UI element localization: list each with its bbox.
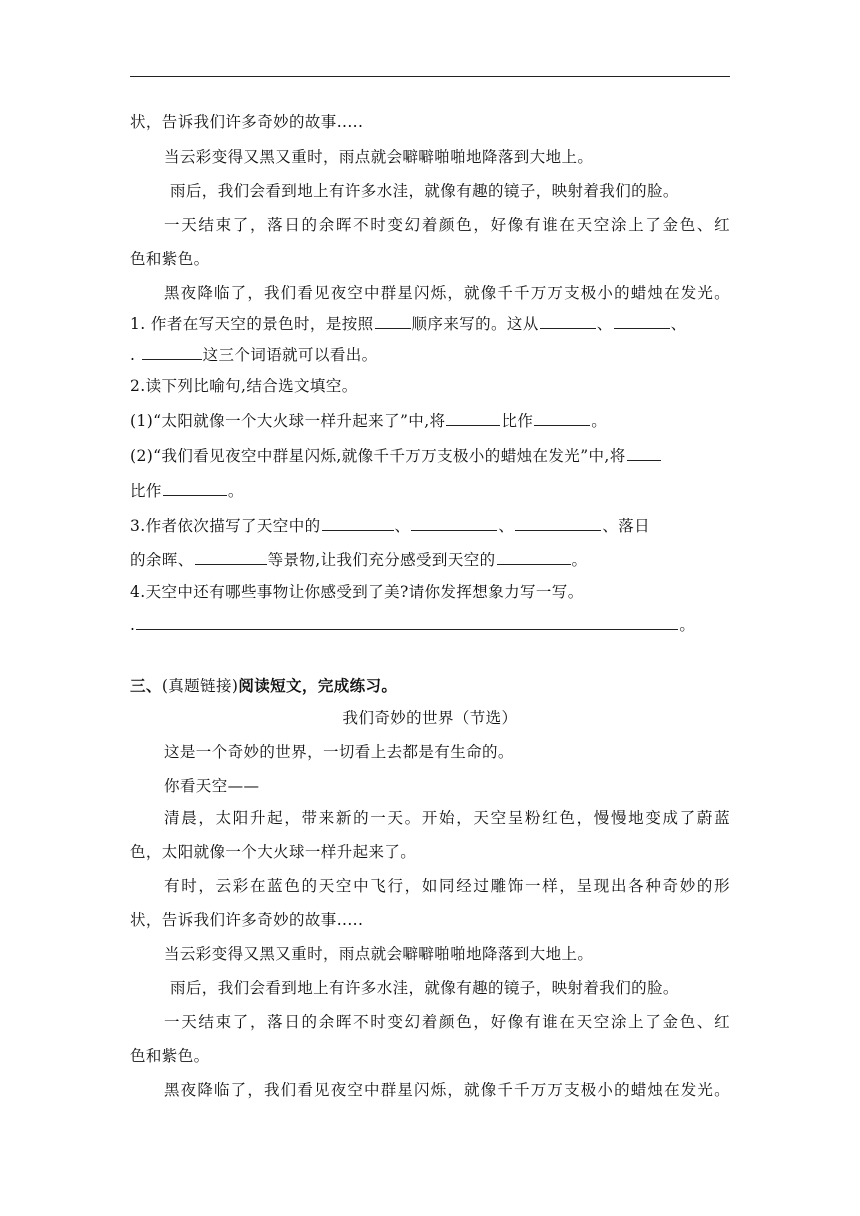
- passage-line: 黑夜降临了，我们看见夜空中群星闪烁，就像千千万万支极小的蜡烛在发光。: [164, 1081, 730, 1099]
- passage-line: 一天结束了，落日的余晖不时变幻着颜色，好像有谁在天空涂上了金色、红: [164, 1013, 730, 1031]
- question-3-text: 、落日: [602, 517, 651, 535]
- answer-blank[interactable]: [497, 549, 571, 565]
- dot: .: [130, 616, 136, 634]
- passage-line: 黑夜降临了，我们看见夜空中群星闪烁，就像千千万万支极小的蜡烛在发光。: [164, 284, 730, 302]
- question-3-text: 等景物,让我们充分感受到天空的: [267, 551, 496, 569]
- separator: 、: [498, 517, 515, 535]
- question-2-2-cont: [130, 480, 730, 501]
- question-4-answer: [130, 614, 730, 635]
- passage-line: 状，告诉我们许多奇妙的故事.....: [130, 113, 364, 131]
- question-2: 2.读下列比喻句,结合选文填空。: [130, 377, 358, 395]
- passage-line: 有时，云彩在蓝色的天空中飞行，如同经过雕饰一样，呈现出各种奇妙的形: [164, 877, 730, 895]
- section-3-heading: [130, 676, 730, 696]
- question-2-2-text: (2)“我们看见夜空中群星闪烁,就像千千万万支极小的蜡烛在发光”中,将: [130, 447, 626, 465]
- question-1-text: 这三个词语就可以看出。: [202, 346, 378, 364]
- question-2-1-text: (1)“太阳就像一个大火球一样升起来了”中,将: [130, 412, 446, 430]
- answer-blank[interactable]: [195, 549, 267, 565]
- passage-line: 色和紫色。: [130, 1047, 210, 1065]
- question-2-2-text: 。: [227, 482, 244, 500]
- passage-line: 雨后，我们会看到地上有许多水洼，就像有趣的镜子，映射着我们的脸。: [170, 979, 679, 997]
- question-2-1-text: 比作: [501, 412, 534, 430]
- period: 。: [679, 616, 696, 634]
- separator: 、: [596, 315, 613, 333]
- answer-blank[interactable]: [614, 313, 670, 329]
- question-1: [130, 313, 730, 334]
- answer-blank[interactable]: [446, 410, 500, 426]
- answer-blank[interactable]: [627, 445, 661, 461]
- answer-blank[interactable]: [163, 480, 227, 496]
- section-tag: (真题链接): [161, 677, 239, 695]
- header-rule: [130, 76, 730, 77]
- passage-line: 状，告诉我们许多奇妙的故事.....: [130, 911, 364, 929]
- question-2-1-text: 。: [591, 412, 608, 430]
- question-1-text: 顺序来写的。这从: [411, 315, 539, 333]
- passage-line: 你看天空——: [164, 777, 260, 795]
- question-3-text: 的余晖、: [130, 551, 194, 569]
- passage-line: 清晨，太阳升起，带来新的一天。开始，天空呈粉红色，慢慢地变成了蔚蓝: [164, 809, 730, 827]
- section-number: 三、: [130, 676, 162, 695]
- passage-line: 色和紫色。: [130, 250, 210, 268]
- question-2-1: [130, 410, 730, 431]
- passage-line: 当云彩变得又黑又重时，雨点就会噼噼啪啪地降落到大地上。: [164, 148, 594, 166]
- answer-blank[interactable]: [515, 515, 601, 531]
- question-3-cont: [130, 549, 730, 570]
- passage-line: 这是一个奇妙的世界，一切看上去都是有生命的。: [164, 743, 514, 761]
- answer-blank[interactable]: [375, 313, 411, 329]
- answer-blank[interactable]: [540, 313, 596, 329]
- question-1-text: 1. 作者在写天空的景色时，是按照: [130, 315, 374, 333]
- section-instruction: 阅读短文，完成练习。: [238, 676, 398, 695]
- answer-blank[interactable]: [322, 515, 394, 531]
- question-3: [130, 515, 730, 536]
- question-2-2: [130, 445, 730, 466]
- question-1-cont: [130, 344, 730, 365]
- question-3-text: 。: [571, 551, 588, 569]
- question-3-text: 3.作者依次描写了天空中的: [130, 517, 321, 535]
- passage-line: 当云彩变得又黑又重时，雨点就会噼噼啪啪地降落到大地上。: [164, 945, 594, 963]
- passage-title: 我们奇妙的世界（节选）: [342, 709, 518, 727]
- answer-blank[interactable]: [411, 515, 497, 531]
- passage-line: 色，太阳就像一个大火球一样升起来了。: [130, 843, 417, 861]
- question-2-2-text: 比作: [130, 482, 162, 500]
- separator: 、: [670, 315, 687, 333]
- question-4: 4.天空中还有哪些事物让你感受到了美?请你发挥想象力写一写。: [130, 583, 584, 601]
- answer-line[interactable]: [136, 614, 678, 630]
- answer-blank[interactable]: [534, 410, 590, 426]
- passage-line: 一天结束了，落日的余晖不时变幻着颜色，好像有谁在天空涂上了金色、红: [164, 216, 730, 234]
- answer-blank[interactable]: [142, 344, 202, 360]
- separator: 、: [394, 517, 411, 535]
- passage-line: 雨后，我们会看到地上有许多水洼，就像有趣的镜子，映射着我们的脸。: [170, 182, 679, 200]
- dot: .: [130, 346, 136, 364]
